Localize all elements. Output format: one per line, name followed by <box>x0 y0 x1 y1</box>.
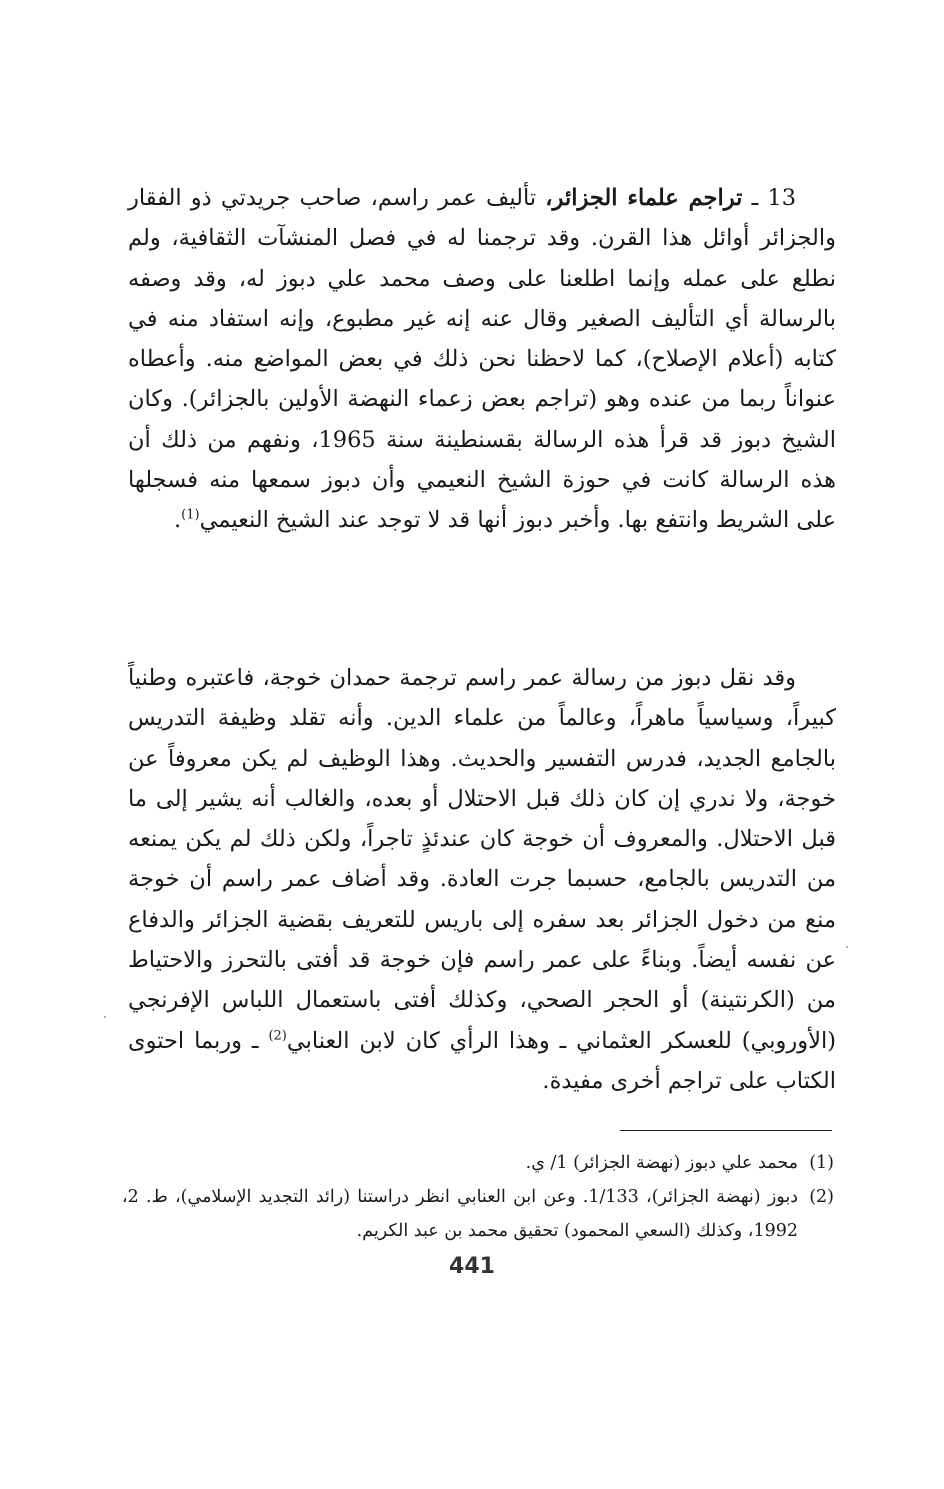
entry-13-end: . <box>174 507 182 534</box>
entry-13-text: تأليف عمر راسم، صاحب جريدتي ذو الفقار والجزائر أوائل هذا القرن. وقد ترجمنا له في فصل المنشآت الثقافية، ولم نطلع على عمله وإنما اطلعنا على وصف محمد علي دبوز له، وقد وصفه بالرسالة أي التأليف الصغير وقال عنه إنه غير مطبوع، وإنه استفاد منه في كتابه (أعلام الإصلاح)، كما لاحظنا نحن ذلك في بعض المواضع منه. وأعطاه عنواناً ربما من عنده وهو (تراجم بعض زعماء النهضة الأولين بالجزائر). وكان الشيخ دبوز قد قرأ هذه الرسالة بقسنطينة سنة 1965، ونفهم من ذلك أن هذه الرسالة كانت في حوزة الشيخ النعيمي وأن دبوز سمعها منه فسجلها على الشريط وانتفع بها. وأخبر دبوز أنها قد لا توجد عند الشيخ النعيمي <box>128 185 836 534</box>
scan-speck <box>104 1016 106 1018</box>
footnotes <box>122 1146 834 1248</box>
scan-speck <box>846 946 848 948</box>
footnote-text: محمد علي دبوز (نهضة الجزائر) 1/ ي. <box>525 1153 798 1173</box>
footnote-2 <box>122 1180 834 1248</box>
hamdan-khoja-paragraph <box>128 658 836 1101</box>
footnote-number: (1) <box>809 1153 834 1173</box>
hamdan-khoja-end: ـ وربما احتوى الكتاب على تراجم أخرى مفيدة. <box>128 1027 836 1094</box>
footnote-number: (2) <box>809 1187 834 1207</box>
footnote-1 <box>122 1146 834 1180</box>
entry-13-body <box>128 178 836 541</box>
footnote-text: دبوز (نهضة الجزائر)، 1/133. وعن ابن العنابي انظر دراستنا (رائد التجديد الإسلامي)، ط. 2، 1992، وكذلك (السعي المحمود) تحقيق محمد بن عبد الكريم. <box>122 1187 798 1241</box>
entry-title: تراجم علماء الجزائر، <box>545 185 743 211</box>
entry-13-paragraph <box>128 178 836 541</box>
hamdan-khoja-text: وقد نقل دبوز من رسالة عمر راسم ترجمة حمدان خوجة، فاعتبره وطنياً كبيراً، وسياسياً ماهراً، وعالماً من علماء الدين. وأنه تقلد وظيفة التدريس بالجامع الجديد، فدرس التفسير والحديث. وهذا الوظيف لم يكن معروفاً عن خوجة، ولا ندري إن كان ذلك قبل الاحتلال أو بعده، والغالب أنه يشير إلى ما قبل الاحتلال. والمعروف أن خوجة كان عندئذٍ تاجراً، ولكن ذلك لم يكن يمنعه من التدريس بالجامع، حسبما جرت العادة. وقد أضاف عمر راسم أن خوجة منع من دخول الجزائر بعد سفره إلى باريس للتعريف بقضية الجزائر والدفاع عن نفسه أيضاً. وبناءً على عمر راسم فإن خوجة قد أفتى بالتحرز والاحتياط من (الكرنتينة) أو الحجر الصحي، وكذلك أفتى باستعمال اللباس الإفرنجي (الأوروبي) للعسكر العثماني ـ وهذا الرأي كان لابن العنابي <box>128 665 836 1054</box>
footnote-ref-1[interactable]: (1) <box>181 507 200 523</box>
footnote-ref-2[interactable]: (2) <box>268 1028 287 1044</box>
footnote-separator <box>620 1130 832 1131</box>
entry-number: 13 ـ <box>751 185 797 211</box>
hamdan-khoja-body <box>128 658 836 1101</box>
page-number: 441 <box>449 1254 495 1279</box>
